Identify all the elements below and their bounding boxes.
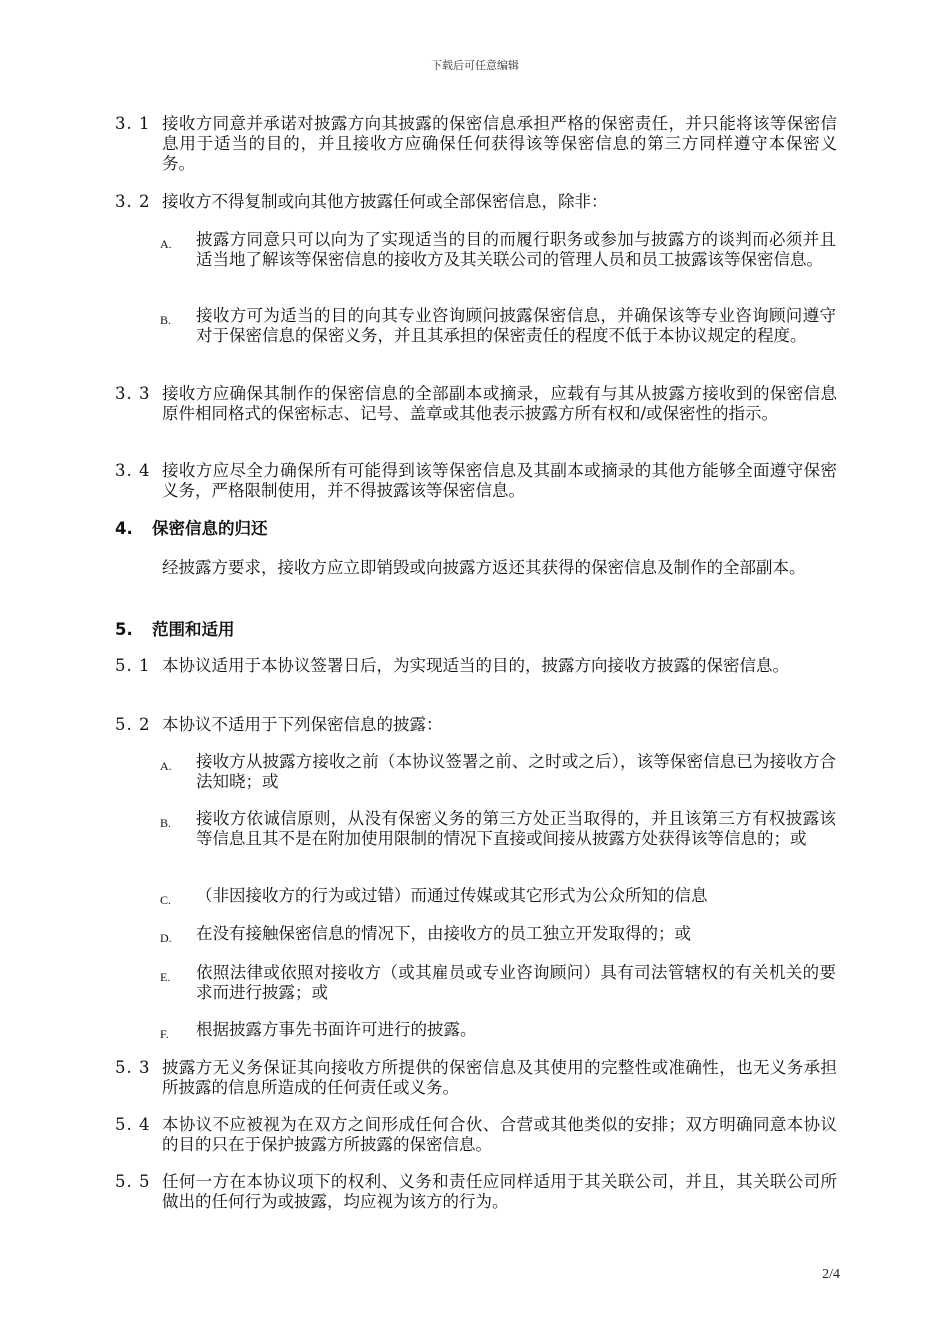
clause-number: 5. 4: [115, 1115, 151, 1134]
clause-number: 5. 2: [115, 715, 151, 734]
item-text: 接收方可为适当的目的向其专业咨询顾问披露保密信息，并确保该等专业咨询顾问遵守对于保密信息的保密义务，并且其承担的保密责任的程度不低于本协议规定的程度。: [196, 306, 836, 345]
page-header: 下载后可任意编辑: [431, 59, 519, 72]
item-text: 接收方从披露方接收之前（本协议签署之前、之时或之后），该等保密信息已为接收方合法知晓；或: [196, 752, 836, 791]
clause-number: 3. 2: [115, 192, 151, 211]
clause-number: 3. 3: [115, 384, 151, 403]
item-label: A.: [160, 237, 172, 251]
item-text: （非因接收方的行为或过错）而通过传媒或其它形式为公众所知的信息: [196, 886, 708, 905]
section-5-heading: [115, 620, 235, 640]
item-label: F.: [160, 1027, 169, 1041]
section-title: 保密信息的归还: [152, 519, 268, 538]
item-text: 接收方依诚信原则，从没有保密义务的第三方处正当取得的，并且该第三方有权披露该等信息且其不是在附加使用限制的情况下直接或间接从披露方处获得该等信息的；或: [196, 809, 836, 848]
clause-number: 3. 1: [115, 114, 151, 133]
clause-number: 5. 3: [115, 1058, 151, 1077]
clause-text: 本协议不应被视为在双方之间形成任何合伙、合营或其他类似的安排；双方明确同意本协议的目的只在于保护披露方所披露的保密信息。: [162, 1115, 837, 1154]
section-number: 4.: [115, 519, 133, 538]
clause-text: 本协议适用于本协议签署日后，为实现适当的目的，披露方向接收方披露的保密信息。: [162, 656, 789, 675]
item-text: 在没有接触保密信息的情况下，由接收方的员工独立开发取得的；或: [196, 924, 691, 943]
clause-text: 接收方同意并承诺对披露方向其披露的保密信息承担严格的保密责任，并只能将该等保密信息用于适当的目的，并且接收方应确保任何获得该等保密信息的第三方同样遵守本保密义务。: [162, 114, 837, 173]
item-text: 披露方同意只可以向为了实现适当的目的而履行职务或参加与披露方的谈判而必须并且适当地了解该等保密信息的接收方及其关联公司的管理人员和员工披露该等保密信息。: [196, 230, 836, 269]
clause-text: 接收方不得复制或向其他方披露任何或全部保密信息，除非：: [162, 192, 608, 211]
item-label: A.: [160, 759, 172, 773]
item-label: B.: [160, 313, 172, 327]
section-title: 范围和适用: [152, 620, 235, 639]
clause-number: 5. 5: [115, 1172, 151, 1191]
clause-number: 3. 4: [115, 461, 151, 480]
section-number: 5.: [115, 620, 133, 639]
section-4-heading: [115, 519, 268, 539]
clause-text: 接收方应确保其制作的保密信息的全部副本或摘录，应载有与其从披露方接收到的保密信息原件相同格式的保密标志、记号、盖章或其他表示披露方所有权和/或保密性的指示。: [162, 384, 837, 423]
clause-text: 本协议不适用于下列保密信息的披露：: [162, 715, 443, 734]
item-label: C.: [160, 893, 172, 907]
item-text: 根据披露方事先书面许可进行的披露。: [196, 1020, 477, 1039]
clause-text: 披露方无义务保证其向接收方所提供的保密信息及其使用的完整性或准确性，也无义务承担所披露的信息所造成的任何责任或义务。: [162, 1058, 837, 1097]
page-number: 2/4: [822, 1267, 840, 1282]
clause-text: 任何一方在本协议项下的权利、义务和责任应同样适用于其关联公司，并且，其关联公司所做出的任何行为或披露，均应视为该方的行为。: [162, 1172, 837, 1211]
item-label: E.: [160, 970, 171, 984]
item-label: B.: [160, 816, 172, 830]
section-4-paragraph: 经披露方要求，接收方应立即销毁或向披露方返还其获得的保密信息及制作的全部副本。: [162, 558, 806, 577]
clause-text: 接收方应尽全力确保所有可能得到该等保密信息及其副本或摘录的其他方能够全面遵守保密义务，严格限制使用，并不得披露该等保密信息。: [162, 461, 837, 500]
item-label: D.: [160, 931, 172, 945]
item-text: 依照法律或依照对接收方（或其雇员或专业咨询顾问）具有司法管辖权的有关机关的要求而进行披露；或: [196, 963, 836, 1002]
clause-number: 5. 1: [115, 656, 151, 675]
